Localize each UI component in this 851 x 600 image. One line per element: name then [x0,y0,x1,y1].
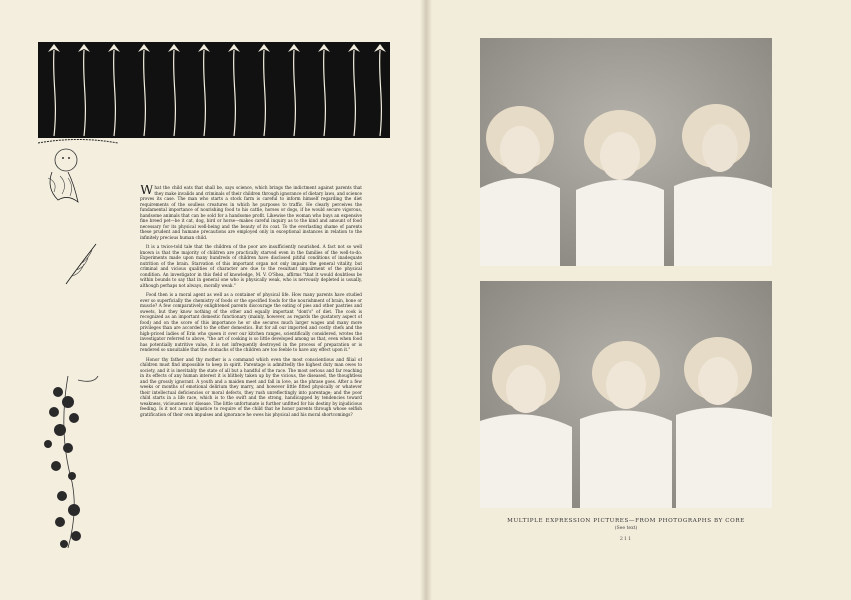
lily-banner-illustration [38,40,390,140]
drop-cap: W [140,185,154,198]
child-portrait-photo-top [480,38,772,266]
floral-vine-ornament-icon [38,372,102,550]
book-gutter [420,0,432,600]
article-paragraph: It is a twice-told tale that the children of the poor are insufficiently nourished. A fact not so well known is that the majority of children are practically starved even in the families of the well-to-do. Experiments made upon many hundreds of children have disclosed pitiful conditions of inadequate nutrition of the brain. Starvation of this important organ not only impairs the general vitality, but criminal and vicious qualities of character are due to the resultant impairment of the physical condition. An investigator in this field of knowledge, M. V. O'Shea, affirms "that it would doubtless be within bounds to say that in general one who is physically weak, who is nervously depleted is usually, although perhaps not always, morally weak." [140,244,362,288]
plate-subcaption: (See text) [614,526,638,531]
page-number: 211 [619,536,633,542]
cherub-ornament-icon [38,138,118,208]
article-paragraph: What the child eats that shall be, says science, which brings the indictment against parents that they make invalids and criminals of their children through ignorance of dietary laws, and science proves its case. The man who starts a stock farm is careful to inform himself regarding the diet requirements of the soulless creatures in which he purposes to traffic. He clearly perceives the fundamental importance of nourishing food to his cattle, horses or dogs, if he would secure vigorous, handsome animals that can be sold for a handsome profit. Likewise the woman who buys an expensive fine breed pet—be it cat, dog, bird or horse—makes careful inquiry as to the kind and amount of food necessary for its physical well-being and the beauty of its coat. To the everlasting shame of parents these prudent and humane precautions are employed only in exceptional instances in relation to the infinitely precious human child. [140,185,362,240]
feather-ornament-icon [62,240,102,288]
article-text [140,185,362,515]
article-paragraph: Honor thy father and thy mother is a command which even the most conscientious and filial of children must find impossible to keep in spirit. Parentage is admittedly the highest duty man owes to society, and it is inevitably the state of all but a handful of the race. The most serious and far reaching in its effects of any human interest it is blithely taken up by the vicious, the diseased, the thoughtless and the grossly ignorant. A youth and a maiden meet and fall in love, as the phrase goes. After a few weeks or months of emotional delirium they marry, and however little fitted physically or whatever their intellectual deficiencies or moral defects, they rush unreflectingly into parentage; and the poor child starts in a life race, which is to the swift and the strong, handicapped by tendencies toward weakness, viciousness or disease. The little unfortunate is further unfitted for his destiny by injudicious feeding. Is it not a rank injustice to require of the child that he honor parents through whose selfish gratification of their own impulses and ignorance he owes his physical and his moral shortcomings? [140,356,362,417]
article-paragraph: Food then is a moral agent as well as a container of physical life. How many parents have studied ever so superficially the chemistry of foods or the specified foods for the nourishment of brain, bone or muscle? A few comparatively enlightened parents discourage the eating of pies and other pastries and sweets, but they know nothing of the other and equally important "dont's" of diet. The cook is recognized as an important domestic functionary (mainly, however, as regards the gustatory aspect of food) and on the score of this importance he or she secures much larger wages and many more privileges than are accorded to the other domestics. But for all our imported and costly chefs and the high-priced ladies of Erin who queen it over our kitchen ranges, scientifically considered, wrotes the investigator referred to above, "the art of cooking is so little developed among us that, even when food has potentially nutritive value, it is not infrequently destroyed in the process of preparation or is rendered so unsuitable that the stomachs of the children are too feeble to have any effect upon it." [140,292,362,352]
plate-caption: MULTIPLE EXPRESSION PICTURES—FROM PHOTOGRAPHS BY CORE [507,518,745,524]
child-portrait-photo-bottom [480,281,772,508]
